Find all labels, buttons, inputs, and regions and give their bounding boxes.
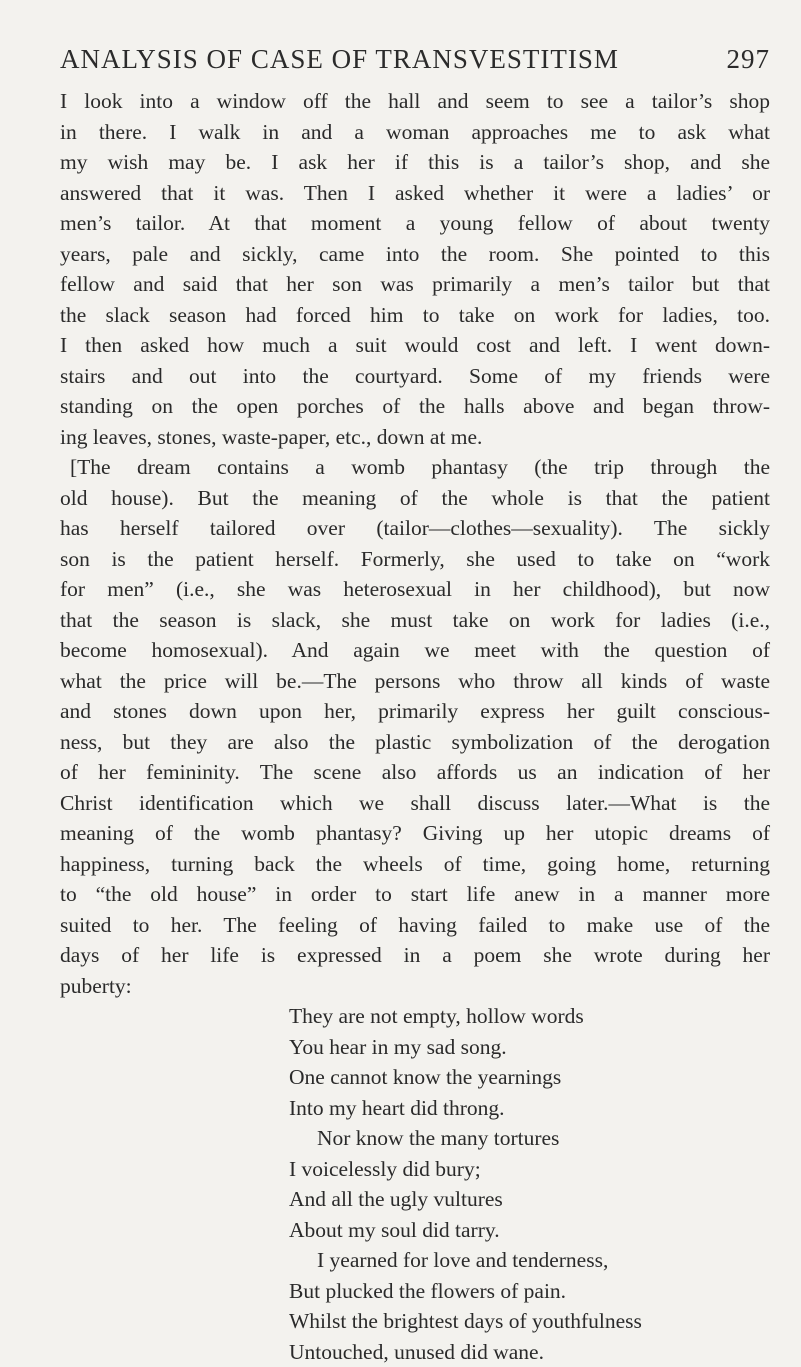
prose-line: for men” (i.e., she was heterosexual in her childhood), but now (60, 574, 770, 605)
prose-line: the slack season had forced him to take on work for ladies, too. (60, 300, 770, 331)
poem-line: You hear in my sad song. (289, 1032, 759, 1063)
page-number: 297 (727, 44, 771, 75)
prose-line: stairs and out into the courtyard. Some of my friends were (60, 361, 770, 392)
poem-line: I voicelessly did bury; (289, 1154, 759, 1185)
prose-line: and stones down upon her, primarily express her guilt conscious- (60, 696, 770, 727)
prose-line: [The dream contains a womb phantasy (the trip through the (60, 452, 770, 483)
prose-line: that the season is slack, she must take on work for ladies (i.e., (60, 605, 770, 636)
prose-line: old house). But the meaning of the whole is that the patient (60, 483, 770, 514)
poem-line: I yearned for love and tenderness, (289, 1245, 787, 1276)
running-head (60, 44, 770, 78)
prose-line: son is the patient herself. Formerly, she used to take on “work (60, 544, 770, 575)
prose-line: has herself tailored over (tailor—clothes—sexuality). The sickly (60, 513, 770, 544)
prose-line: ing leaves, stones, waste-paper, etc., down at me. (60, 422, 770, 453)
prose-line: in there. I walk in and a woman approaches me to ask what (60, 117, 770, 148)
poem-line: About my soul did tarry. (289, 1215, 759, 1246)
prose-line: become homosexual). And again we meet with the question of (60, 635, 770, 666)
prose-line: men’s tailor. At that moment a young fellow of about twenty (60, 208, 770, 239)
poem-line: Whilst the brightest days of youthfulness (289, 1306, 759, 1337)
prose-line: ness, but they are also the plastic symbolization of the derogation (60, 727, 770, 758)
prose-line: of her femininity. The scene also affords us an indication of her (60, 757, 770, 788)
prose-line: answered that it was. Then I asked whether it were a ladies’ or (60, 178, 770, 209)
poem-line: Into my heart did throng. (289, 1093, 759, 1124)
prose-line: meaning of the womb phantasy? Giving up her utopic dreams of (60, 818, 770, 849)
poem-line: And all the ugly vultures (289, 1184, 759, 1215)
prose-line: I look into a window off the hall and seem to see a tailor’s shop (60, 86, 770, 117)
poem-line: But plucked the flowers of pain. (289, 1276, 759, 1307)
prose-line: days of her life is expressed in a poem she wrote during her (60, 940, 770, 971)
poem-line: One cannot know the yearnings (289, 1062, 759, 1093)
prose-line: what the price will be.—The persons who throw all kinds of waste (60, 666, 770, 697)
prose-line: Christ identification which we shall discuss later.—What is the (60, 788, 770, 819)
prose-line: to “the old house” in order to start life anew in a manner more (60, 879, 770, 910)
prose-line: my wish may be. I ask her if this is a tailor’s shop, and she (60, 147, 770, 178)
body-text (60, 86, 770, 1367)
running-title: ANALYSIS OF CASE OF TRANSVESTITISM (60, 44, 619, 75)
poem-line: Untouched, unused did wane. (289, 1337, 759, 1367)
prose-line: suited to her. The feeling of having failed to make use of the (60, 910, 770, 941)
prose-line: happiness, turning back the wheels of time, going home, returning (60, 849, 770, 880)
prose-line: I then asked how much a suit would cost and left. I went down- (60, 330, 770, 361)
prose-line: puberty: (60, 971, 770, 1002)
prose-line: standing on the open porches of the halls above and began throw- (60, 391, 770, 422)
poem-line: They are not empty, hollow words (289, 1001, 759, 1032)
prose-line: fellow and said that her son was primarily a men’s tailor but that (60, 269, 770, 300)
prose-line: years, pale and sickly, came into the room. She pointed to this (60, 239, 770, 270)
poem-line: Nor know the many tortures (289, 1123, 787, 1154)
